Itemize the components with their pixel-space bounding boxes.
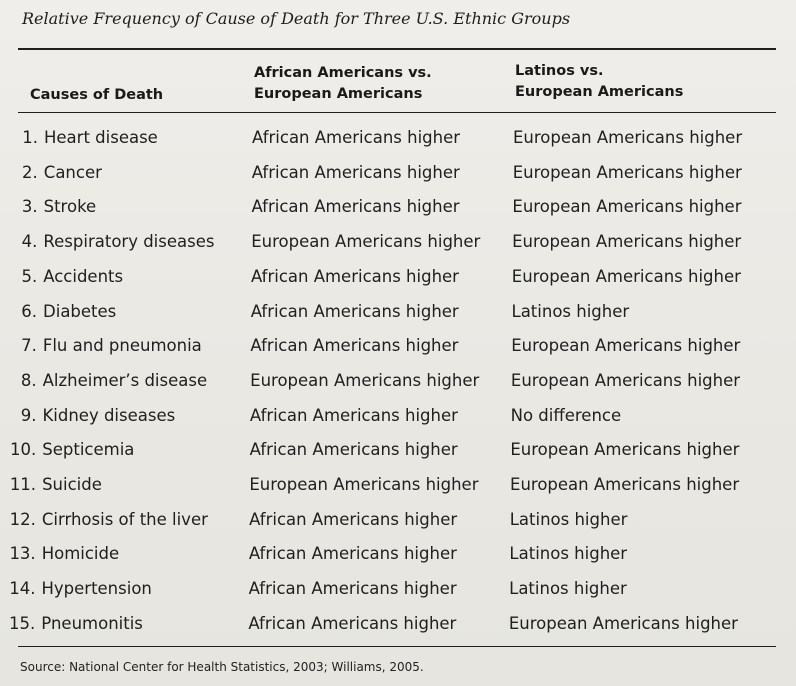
cause-cell xyxy=(1,577,151,601)
latino-comparison-cell: Latinos higher xyxy=(509,509,628,529)
table-row xyxy=(0,542,796,576)
top-rule xyxy=(18,48,776,50)
aa-comparison-cell: African Americans higher xyxy=(250,336,459,356)
latino-comparison-cell: European Americans higher xyxy=(510,440,740,460)
cause-number: 8. xyxy=(20,370,37,390)
aa-comparison-cell: African Americans higher xyxy=(252,128,461,147)
cause-name: Cancer xyxy=(43,162,102,182)
cause-number: 3. xyxy=(21,197,38,217)
aa-comparison-cell: African Americans higher xyxy=(250,266,459,286)
header-causes xyxy=(30,85,163,106)
table-row xyxy=(0,230,796,264)
cause-number: 2. xyxy=(22,162,38,182)
cause-name: Diabetes xyxy=(43,301,117,321)
cause-cell xyxy=(3,265,123,289)
latino-comparison-cell: European Americans higher xyxy=(513,128,743,147)
latino-comparison-cell: European Americans higher xyxy=(510,475,740,494)
cause-cell xyxy=(2,542,119,566)
cause-name: Suicide xyxy=(42,475,102,494)
cause-number: 13. xyxy=(9,544,36,564)
latino-comparison-cell: European Americans higher xyxy=(510,370,741,390)
table-row xyxy=(0,161,796,195)
table-row xyxy=(0,404,796,438)
cause-number: 5. xyxy=(21,266,38,286)
latino-comparison-cell: European Americans higher xyxy=(512,197,742,217)
latino-comparison-cell: No difference xyxy=(510,405,622,425)
table-row xyxy=(0,438,796,472)
cause-number: 12. xyxy=(9,509,36,529)
aa-comparison-cell: African Americans higher xyxy=(250,301,459,321)
table-row xyxy=(0,577,796,611)
aa-comparison-cell: African Americans higher xyxy=(249,405,458,425)
latino-comparison-cell: European Americans higher xyxy=(511,266,741,286)
cause-name: Accidents xyxy=(43,266,124,286)
aa-comparison-cell: European Americans higher xyxy=(249,475,479,494)
aa-comparison-cell: African Americans higher xyxy=(249,440,458,460)
cause-name: Flu and pneumonia xyxy=(42,336,202,356)
table-row xyxy=(0,369,796,403)
cause-number: 6. xyxy=(21,301,38,321)
cause-cell xyxy=(2,404,175,428)
cause-name: Cirrhosis of the liver xyxy=(41,509,208,529)
cause-cell xyxy=(2,438,134,462)
latino-comparison-cell: European Americans higher xyxy=(512,232,742,252)
table-row xyxy=(0,126,796,160)
cause-cell xyxy=(3,300,116,324)
cause-cell xyxy=(3,369,207,393)
cause-name: Pneumonitis xyxy=(41,613,143,633)
cause-name: Alzheimer’s disease xyxy=(42,370,208,390)
latino-comparison-cell: European Americans higher xyxy=(511,336,741,356)
cause-number: 1. xyxy=(22,128,38,147)
cause-name: Homicide xyxy=(41,544,120,564)
aa-comparison-cell: African Americans higher xyxy=(251,197,460,217)
header-causes-label: Causes of Death xyxy=(30,87,164,103)
cause-cell xyxy=(4,126,158,150)
cause-name: Hypertension xyxy=(41,579,152,599)
aa-comparison-cell: African Americans higher xyxy=(249,509,458,529)
cause-cell xyxy=(3,334,202,358)
cause-cell xyxy=(4,161,102,185)
cause-cell xyxy=(2,473,102,497)
cause-name: Stroke xyxy=(43,197,97,217)
aa-comparison-cell: African Americans higher xyxy=(248,613,457,633)
cause-name: Septicemia xyxy=(42,440,135,460)
cause-cell xyxy=(4,195,97,219)
cause-number: 11. xyxy=(9,475,37,494)
cause-name: Kidney diseases xyxy=(42,405,176,425)
table-row xyxy=(0,265,796,299)
source-note: Source: National Center for Health Statistics, 2003; Williams, 2005. xyxy=(20,660,424,674)
aa-comparison-cell: African Americans higher xyxy=(248,579,457,599)
table-row xyxy=(0,334,796,368)
latino-comparison-cell: Latinos higher xyxy=(509,579,627,599)
cause-cell xyxy=(3,230,214,254)
aa-comparison-cell: European Americans higher xyxy=(251,232,481,252)
latino-comparison-cell: Latinos higher xyxy=(511,301,630,321)
cause-name: Respiratory diseases xyxy=(43,232,215,252)
table-row xyxy=(0,612,796,646)
table-row xyxy=(0,195,796,229)
cause-name: Heart disease xyxy=(44,128,158,147)
latino-comparison-cell: European Americans higher xyxy=(508,613,738,633)
latino-comparison-cell: Latinos higher xyxy=(509,544,628,564)
header-lat-line2: European Americans xyxy=(515,84,684,100)
table-row xyxy=(0,300,796,334)
cause-number: 10. xyxy=(10,440,37,460)
table-row xyxy=(0,508,796,542)
table-row xyxy=(0,473,796,507)
cause-number: 4. xyxy=(21,232,38,252)
table-title: Relative Frequency of Cause of Death for Three U.S. Ethnic Groups xyxy=(22,9,571,28)
aa-comparison-cell: African Americans higher xyxy=(251,162,460,182)
bottom-rule xyxy=(18,646,776,647)
latino-comparison-cell: European Americans higher xyxy=(512,162,742,182)
aa-comparison-cell: African Americans higher xyxy=(248,544,457,564)
header-rule xyxy=(18,112,776,113)
aa-comparison-cell: European Americans higher xyxy=(250,370,480,390)
header-african-americans xyxy=(254,63,432,105)
cause-cell xyxy=(2,508,208,532)
header-latinos xyxy=(515,61,683,103)
header-lat-line1: Latinos vs. xyxy=(515,63,604,79)
cause-number: 15. xyxy=(9,613,36,633)
cause-number: 9. xyxy=(20,405,37,425)
header-aa-line1: African Americans vs. xyxy=(254,65,432,81)
cause-cell xyxy=(1,612,143,636)
header-aa-line2: European Americans xyxy=(254,86,423,102)
cause-number: 7. xyxy=(21,336,37,356)
cause-number: 14. xyxy=(9,579,36,599)
